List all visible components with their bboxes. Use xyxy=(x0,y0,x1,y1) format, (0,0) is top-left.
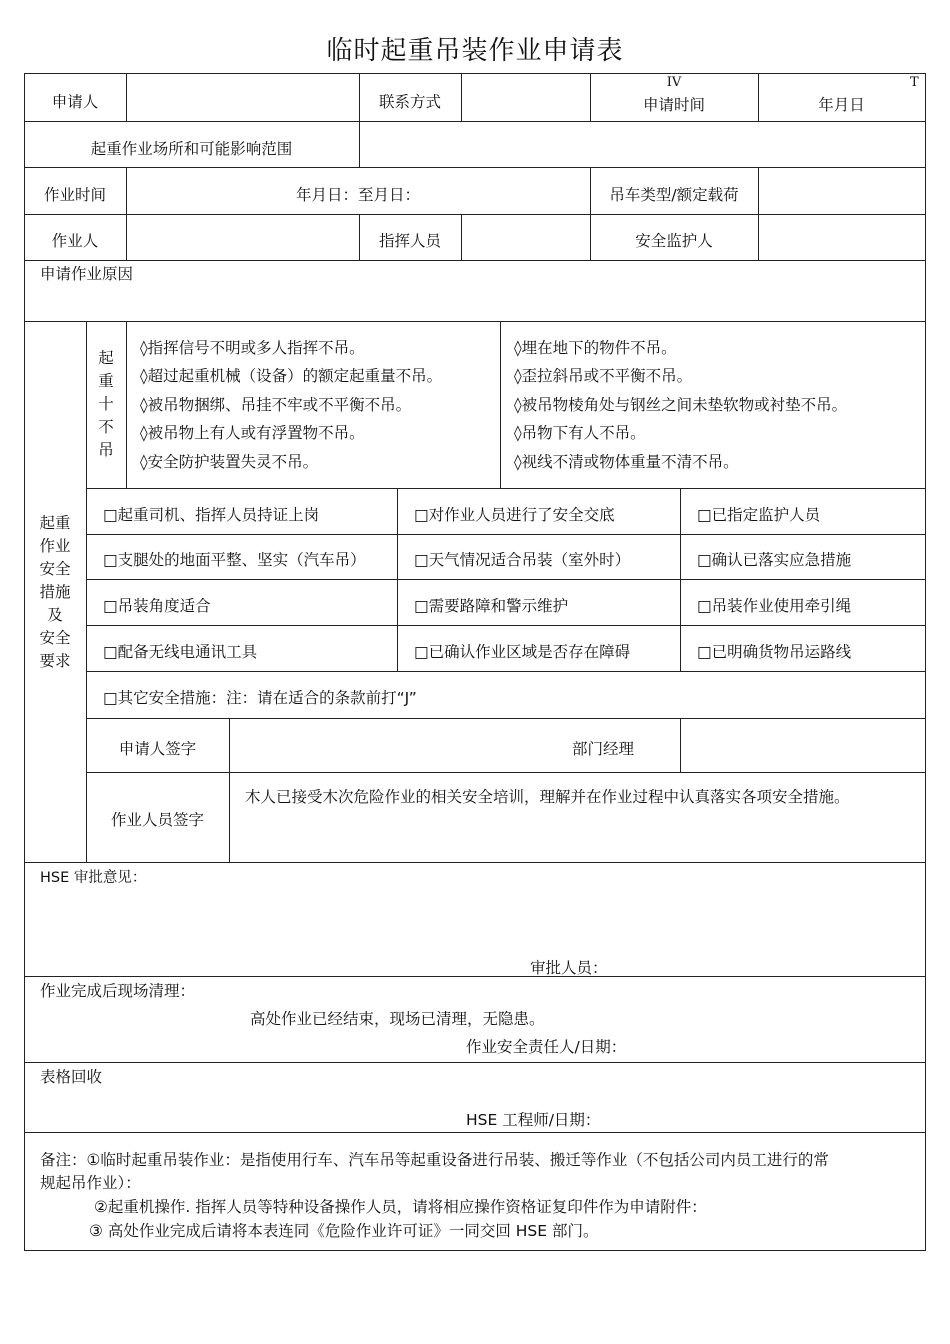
contact-input[interactable] xyxy=(462,74,589,120)
note-line: 规起吊作业）： xyxy=(40,1174,141,1192)
rule-item: ◊被吊物棱角处与钢丝之间未垫软物或衬垫不吊。 xyxy=(514,396,848,414)
checklist-item[interactable]: □天气情况适合吊装（室外时） xyxy=(414,551,631,569)
site-label: 起重作业场所和可能影响范围 xyxy=(90,140,293,158)
crane-type-label: 吊车类型/额定载荷 xyxy=(609,186,739,204)
work-time-label: 作业时间 xyxy=(43,186,106,204)
note-line: ③ 高处作业完成后请将本表连同《危险作业许可证》一同交回 HSE 部门。 xyxy=(89,1222,599,1240)
supervisor-label: 安全监护人 xyxy=(635,232,713,250)
rule-item: ◊吊物下有人不吊。 xyxy=(514,424,646,442)
note-line: 备注：①临时起重吊装作业：是指使用行车、汽车吊等起重设备进行吊装、搬迁等作业（不包括公司内员工进行的常 xyxy=(40,1151,829,1169)
page-title: 临时起重吊装作业申请表 xyxy=(326,36,624,66)
cleanup-text: 高处作业已经结束，现场已清理，无隐患。 xyxy=(250,1010,545,1028)
site-input[interactable] xyxy=(360,122,925,166)
dept-manager-label: 部门经理 xyxy=(572,740,635,758)
apply-time-label: 申请时间 xyxy=(642,96,705,114)
apply-date-value[interactable]: 年月日 xyxy=(818,96,865,114)
rule-item: ◊超过起重机械（设备）的额定起重量不吊。 xyxy=(140,367,443,385)
checklist-item[interactable]: □配备无线电通讯工具 xyxy=(103,643,258,661)
checklist-item[interactable]: □起重司机、指挥人员持证上岗 xyxy=(103,506,320,524)
checklist-item[interactable]: □已明确货物吊运路线 xyxy=(697,643,852,661)
ten-no-lift-label: 起 重 十 不 吊 xyxy=(98,349,114,459)
worker-statement: 木人已接受木次危险作业的相关安全培训，理解并在作业过程中认真落实各项安全措施。 xyxy=(245,788,850,806)
rule-item: ◊被吊物捆绑、吊挂不牢或不平衡不吊。 xyxy=(140,396,412,414)
t-mark: T xyxy=(910,75,919,90)
checklist-item[interactable]: □确认已落实应急措施 xyxy=(697,551,852,569)
supervisor-input[interactable] xyxy=(759,215,925,259)
rule-item: ◊被吊物上有人或有浮置物不吊。 xyxy=(140,424,365,442)
dept-manager-field[interactable] xyxy=(681,719,925,771)
recycle-label: 表格回收 xyxy=(40,1068,103,1086)
responsible-label: 作业安全责任人/日期： xyxy=(466,1038,627,1056)
commander-input[interactable] xyxy=(462,215,589,259)
iv-mark: IV xyxy=(666,75,682,90)
checklist-item[interactable]: □吊装作业使用牵引绳 xyxy=(697,597,852,615)
safety-requirements-label: 起重 作业 安全 措施 及 安全 要求 xyxy=(39,514,71,670)
hse-engineer-label: HSE 工程师/日期： xyxy=(466,1111,601,1129)
rule-item: ◊歪拉斜吊或不平衡不吊。 xyxy=(514,367,693,385)
worker-sign-label: 作业人员签字 xyxy=(110,811,204,829)
checklist-item[interactable]: □需要路障和警示维护 xyxy=(414,597,569,615)
applicant-label: 申请人 xyxy=(51,93,99,111)
worker-input[interactable] xyxy=(127,215,358,259)
worker-sign-field[interactable] xyxy=(230,810,925,861)
hse-opinion-label: HSE 审批意见： xyxy=(40,870,147,886)
other-measures-item[interactable]: □其它安全措施：注：请在适合的条款前打“J” xyxy=(103,689,417,707)
checklist-item[interactable]: □已确认作业区域是否存在障碍 xyxy=(414,643,631,661)
reason-input[interactable] xyxy=(25,283,925,320)
checklist-item[interactable]: □已指定监护人员 xyxy=(697,506,821,524)
note-line: ②起重机操作. 指挥人员等特种设备操作人员，请将相应操作资格证复印件作为申请附件： xyxy=(94,1198,707,1216)
reason-label: 申请作业原因 xyxy=(40,265,134,283)
rule-item: ◊指挥信号不明或多人指挥不吊。 xyxy=(140,339,365,357)
work-time-value[interactable]: 年月日：至月日： xyxy=(295,186,420,204)
rule-item: ◊视线不清或物体重量不清不吊。 xyxy=(514,453,739,471)
applicant-input[interactable] xyxy=(127,74,358,120)
cleanup-label: 作业完成后现场清理： xyxy=(40,982,196,1000)
hse-opinion-input[interactable] xyxy=(25,888,925,948)
rule-item: ◊安全防护装置失灵不吊。 xyxy=(140,453,319,471)
applicant-sign-field[interactable] xyxy=(230,719,560,771)
crane-type-input[interactable] xyxy=(759,168,925,213)
commander-label: 指挥人员 xyxy=(378,232,441,250)
contact-label: 联系方式 xyxy=(378,93,441,111)
checklist-item[interactable]: □对作业人员进行了安全交底 xyxy=(414,506,615,524)
checklist-item[interactable]: □支腿处的地面平整、坚实（汽车吊） xyxy=(103,551,366,569)
worker-label: 作业人 xyxy=(51,232,99,250)
approver-label: 审批人员： xyxy=(530,959,608,977)
checklist-item[interactable]: □吊装角度适合 xyxy=(103,597,211,615)
applicant-sign-label: 申请人签字 xyxy=(118,740,197,758)
rule-item: ◊埋在地下的物件不吊。 xyxy=(514,339,677,357)
